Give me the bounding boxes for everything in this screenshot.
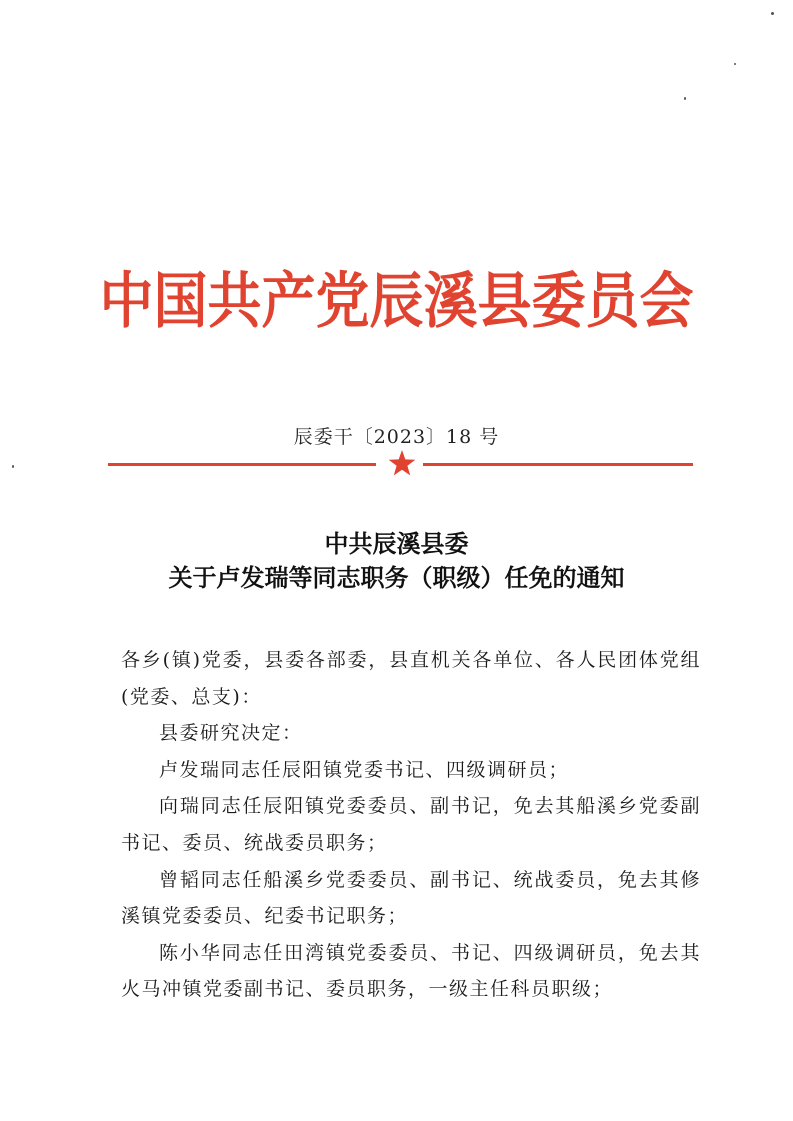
scan-speck	[684, 97, 686, 100]
body-paragraph: 曾韬同志任船溪乡党委委员、副书记、统战委员，免去其修溪镇党委委员、纪委书记职务；	[121, 868, 701, 928]
addressee: 各乡(镇)党委，县委各部委，县直机关各单位、各人民团体党组(党委、总支)：	[121, 649, 701, 708]
scan-speck	[734, 63, 736, 65]
document-body	[121, 642, 701, 1008]
document-number: 辰委干〔2023〕18 号	[293, 426, 500, 448]
body-paragraph: 陈小华同志任田湾镇党委委员、书记、四级调研员，免去其火马冲镇党委副书记、委员职务，一级主任科员职级；	[121, 941, 701, 1001]
organization-title: 中国共产党辰溪县委员会	[99, 264, 694, 336]
document-title-line-1: 中共辰溪县委	[324, 529, 469, 558]
document-title-line-2: 关于卢发瑞等同志职务（职级）任免的通知	[168, 563, 625, 592]
body-paragraph: 向瑞同志任辰阳镇党委委员、副书记，免去其船溪乡党委副书记、委员、统战委员职务；	[121, 795, 701, 854]
star-icon	[388, 449, 416, 477]
body-paragraph: 县委研究决定：	[159, 722, 303, 745]
divider-line-right	[423, 463, 693, 466]
divider-line-left	[108, 463, 376, 466]
red-divider	[108, 463, 693, 466]
scan-speck	[12, 465, 14, 468]
body-paragraph: 卢发瑞同志任辰阳镇党委书记、四级调研员；	[159, 758, 570, 781]
scan-speck	[771, 12, 774, 15]
